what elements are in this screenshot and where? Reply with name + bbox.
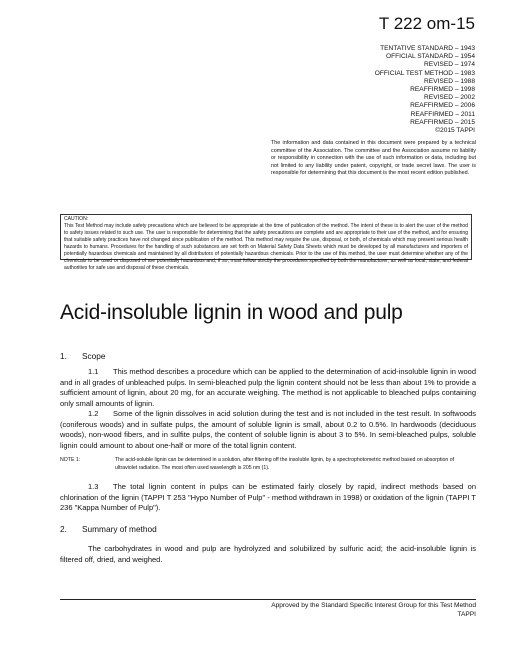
paragraph-1-2: [60, 409, 476, 451]
history-line: REAFFIRMED – 1998: [410, 86, 475, 94]
document-title: Acid-insoluble lignin in wood and pulp: [60, 301, 403, 324]
caution-label: CAUTION:: [64, 216, 89, 222]
history-line: TENTATIVE STANDARD – 1943: [380, 45, 475, 52]
footer-divider: [60, 599, 476, 600]
section-number: 2.: [60, 524, 67, 534]
paragraph-1-1: [60, 367, 476, 409]
document-id: T 222 om-15: [378, 14, 475, 33]
section-heading-summary: [60, 524, 157, 534]
history-line: OFFICIAL TEST METHOD – 1983: [374, 69, 475, 77]
section-heading-scope: [60, 351, 106, 361]
history-line: REVISED – 2002: [424, 94, 475, 102]
paragraph-1-3: [60, 482, 476, 514]
history-line: REVISED – 1974: [424, 61, 475, 69]
footer-org: TAPPI: [457, 610, 476, 618]
copyright-line: ©2015 TAPPI: [435, 127, 475, 135]
note-text: The acid-soluble lignin can be determined in a solution, after filtering off the insoluble lignin, by a spectrophotometric method based on absorption of ultraviolet radiation. The most often used wavelength is 205 nm (1).: [115, 457, 455, 471]
section-title: Summary of method: [82, 524, 157, 534]
history-line: OFFICIAL STANDARD – 1954: [385, 53, 475, 61]
history-line: REAFFIRMED – 2006: [410, 102, 475, 110]
section-number: 1.: [60, 351, 67, 361]
paragraph-2: [60, 544, 476, 565]
paragraph-number: 1.1: [88, 367, 99, 376]
footer: [271, 602, 476, 619]
paragraph-text: The carbohydrates in wood and pulp are hydrolyzed and solubilized by sulfuric acid; the acid-insoluble lignin is filtered off, dried, and weighed.: [60, 544, 476, 564]
history-line: REAFFIRMED – 2011: [410, 110, 475, 118]
caution-box: [60, 214, 472, 271]
paragraph-text: The total lignin content in pulps can be estimated fairly closely by rapid, indirect methods based on chlorination of the lignin (TAPPI T 253 "Hypo Number of Pulp" - method withdrawn in 1998) or oxidation of the lignin (TAPPI T 236 "Kappa Number of Pulp").: [60, 482, 476, 512]
section-title: Scope: [82, 351, 106, 361]
paragraph-number: 1.3: [88, 482, 99, 491]
footer-approval: Approved by the Standard Specific Interest Group for this Test Method: [271, 602, 476, 609]
note-1: [60, 457, 476, 472]
revision-history: [375, 45, 475, 135]
history-line: REVISED – 1988: [424, 77, 475, 85]
note-label: NOTE 1:: [60, 457, 81, 463]
liability-disclaimer: The information and data contained in this document were prepared by a technical committee of the Association. The committee and the Association assume no liability or responsibility in connection with the use of such information or data, including but not limited to any liability under patent, copyright, or trade secret laws. The user is responsible for determining that this document is the most recent edition published.: [271, 140, 476, 177]
caution-text: This Test Method may include safety precautions which are believed to be appropriate at the time of publication of the method. The intent of these is to alert the user of the method to safety issues related to such use. The user is responsible for determining that the safety precautions are complete and are appropriate to their use of the method, and for ensuring that suitable safety practices have not changed since publication of the method. This method may require the use, disposal, or both, of chemicals which may present serious health hazards to humans. Procedures for the handling of such substances are set forth on Material Safety Data Sheets which must be developed by all manufacturers and importers of potentially hazardous chemicals and maintained by all distributors of potentially hazardous chemicals. Prior to the use of this method, the user must determine whether any of the chemicals to be used or disposed of are potentially hazardous and, if so, must follow strictly the procedures specified by both the manufacturer, as well as local, state, and federal authorities for safe use and disposal of these chemicals.: [64, 223, 468, 271]
paragraph-text: This method describes a procedure which can be applied to the determination of acid-insoluble lignin in wood and in all grades of unbleached pulps. In semi-bleached pulp the lignin content should not be less than about 1% to provide a sufficient amount of lignin, about 20 mg, for an accurate weighing. The method is not applicable to bleached pulps containing only small amounts of lignin.: [60, 367, 476, 408]
history-line: REAFFIRMED – 2015: [410, 118, 475, 126]
paragraph-number: 1.2: [88, 409, 99, 418]
paragraph-text: Some of the lignin dissolves in acid solution during the test and is not included in the test result. In softwoods (coniferous woods) and in sulfate pulps, the amount of soluble lignin is small, about 0.2 to 0.5%. In hardwoods (deciduous woods), non-wood fibers, and in sulfite pulps, the content of soluble lignin is about 3 to 5%. In semi-bleached pulps, soluble lignin could amount to about one-half or more of the total lignin content.: [60, 409, 476, 450]
